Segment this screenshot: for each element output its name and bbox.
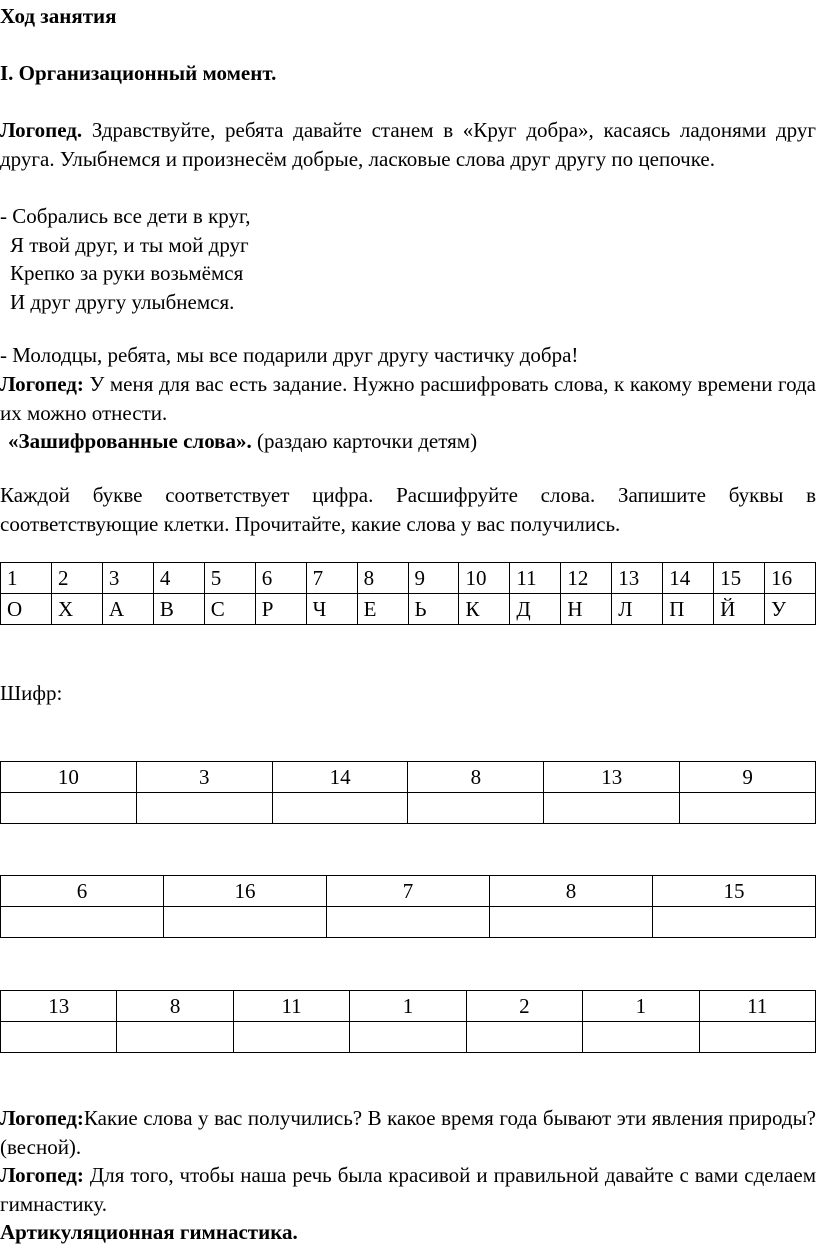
game-note: (раздаю карточки детям) [257, 429, 478, 453]
key-number-cell: 4 [153, 563, 204, 594]
cipher-table-2 [0, 875, 816, 938]
answer-cell[interactable] [233, 1022, 349, 1053]
cipher-number-cell: 11 [233, 991, 349, 1022]
cipher-number-cell: 8 [408, 762, 544, 793]
cipher-number-cell: 1 [583, 991, 699, 1022]
answer-cell[interactable] [350, 1022, 466, 1053]
cipher-number-cell: 9 [680, 762, 816, 793]
answer-cell[interactable] [272, 793, 408, 824]
answer-cell[interactable] [544, 793, 680, 824]
answer-cell[interactable] [164, 907, 327, 938]
answer-cell[interactable] [117, 1022, 233, 1053]
poem-line: И друг другу улыбнемся. [10, 289, 235, 314]
cipher-number-cell: 3 [136, 762, 272, 793]
cipher-numbers-row [1, 762, 816, 793]
poem-line: Я твой друг, и ты мой друг [10, 232, 249, 257]
answer-cell[interactable] [466, 1022, 582, 1053]
gymnastics-text: Для того, чтобы наша речь была красивой и правильной давайте с вами сделаем гимнастику. [0, 1163, 816, 1216]
gymnastics-paragraph [0, 1161, 816, 1218]
key-letter-cell: Д [510, 594, 561, 625]
key-letter-cell: С [204, 594, 255, 625]
cipher-table-1 [0, 761, 816, 824]
poem-line: - Собрались все дети в круг, [0, 204, 251, 228]
key-number-cell: 13 [612, 563, 663, 594]
cipher-number-cell: 1 [350, 991, 466, 1022]
answer-cell[interactable] [653, 907, 816, 938]
section-title: I. Организационный момент. [0, 61, 277, 85]
key-letter-cell: Н [561, 594, 612, 625]
game-title-line [0, 427, 816, 456]
answer-cell[interactable] [136, 793, 272, 824]
key-letter-cell: В [153, 594, 204, 625]
cipher-numbers-row [1, 876, 816, 907]
key-letters-row [1, 594, 816, 625]
key-number-cell: 16 [765, 563, 816, 594]
answer-cell[interactable] [1, 907, 164, 938]
cipher-number-cell: 10 [1, 762, 137, 793]
answer-cell[interactable] [327, 907, 490, 938]
answer-cell[interactable] [583, 1022, 699, 1053]
cipher-number-cell: 8 [117, 991, 233, 1022]
answer-cell[interactable] [1, 793, 137, 824]
cipher-label: Шифр: [0, 681, 63, 705]
answer-cell[interactable] [408, 793, 544, 824]
cipher-number-cell: 16 [164, 876, 327, 907]
cipher-number-cell: 14 [272, 762, 408, 793]
instructions-paragraph: Каждой букве соответствует цифра. Расшифруйте слова. Запишите буквы в соответствующие клетки. Прочитайте, какие слова у вас получились. [0, 483, 816, 536]
answer-cell[interactable] [490, 907, 653, 938]
cipher-number-cell: 13 [544, 762, 680, 793]
key-letter-cell: Е [357, 594, 408, 625]
key-letter-cell: У [765, 594, 816, 625]
cipher-number-cell: 7 [327, 876, 490, 907]
cipher-number-cell: 8 [490, 876, 653, 907]
lesson-heading: Ход занятия [0, 4, 117, 28]
answer-cell[interactable] [1, 1022, 117, 1053]
key-letter-cell: Р [255, 594, 306, 625]
key-letter-cell: Й [714, 594, 765, 625]
key-number-cell: 1 [1, 563, 52, 594]
key-letter-cell: П [663, 594, 714, 625]
key-number-cell: 6 [255, 563, 306, 594]
praise-line: - Молодцы, ребята, мы все подарили друг другу частичку добра! [0, 343, 579, 367]
answer-cell[interactable] [699, 1022, 815, 1053]
key-number-cell: 14 [663, 563, 714, 594]
key-number-cell: 8 [357, 563, 408, 594]
key-number-cell: 12 [561, 563, 612, 594]
greeting-text: Здравствуйте, ребята давайте станем в «Круг добра», касаясь ладонями друг друга. Улыбнемся и произнесём добрые, ласковые слова друг другу по цепочке. [0, 118, 816, 171]
poem-block [0, 202, 816, 316]
final-heading: Артикуляционная гимнастика. [0, 1220, 298, 1244]
cipher-number-cell: 11 [699, 991, 815, 1022]
speaker-label: Логопед: [0, 1163, 84, 1187]
key-number-cell: 11 [510, 563, 561, 594]
letter-key-table [0, 562, 816, 625]
key-number-cell: 10 [459, 563, 510, 594]
key-letter-cell: К [459, 594, 510, 625]
cipher-number-cell: 2 [466, 991, 582, 1022]
cipher-answer-row [1, 907, 816, 938]
cipher-number-cell: 13 [1, 991, 117, 1022]
key-letter-cell: Ь [408, 594, 459, 625]
key-number-cell: 9 [408, 563, 459, 594]
question-paragraph [0, 1104, 816, 1161]
key-letter-cell: А [102, 594, 153, 625]
task-paragraph [0, 370, 816, 427]
cipher-number-cell: 15 [653, 876, 816, 907]
key-number-cell: 7 [306, 563, 357, 594]
cipher-table-3 [0, 990, 816, 1053]
cipher-answer-row [1, 1022, 816, 1053]
key-letter-cell: О [1, 594, 52, 625]
key-letter-cell: Х [51, 594, 102, 625]
poem-line: Крепко за руки возьмёмся [10, 261, 244, 286]
key-number-cell: 2 [51, 563, 102, 594]
answer-cell[interactable] [680, 793, 816, 824]
key-letter-cell: Л [612, 594, 663, 625]
key-number-cell: 5 [204, 563, 255, 594]
game-title: «Зашифрованные слова». [8, 429, 252, 453]
key-number-cell: 15 [714, 563, 765, 594]
cipher-numbers-row [1, 991, 816, 1022]
key-numbers-row [1, 563, 816, 594]
key-number-cell: 3 [102, 563, 153, 594]
cipher-number-cell: 6 [1, 876, 164, 907]
question-text: Какие слова у вас получились? В какое время года бывают эти явления природы? (весной). [0, 1106, 816, 1159]
speaker-label: Логопед: [0, 1106, 84, 1130]
greeting-paragraph [0, 116, 816, 173]
task-text: У меня для вас есть задание. Нужно расшифровать слова, к какому времени года их можно отнести. [0, 372, 816, 425]
cipher-answer-row [1, 793, 816, 824]
speaker-label: Логопед. [0, 118, 83, 142]
speaker-label: Логопед: [0, 372, 84, 396]
key-letter-cell: Ч [306, 594, 357, 625]
